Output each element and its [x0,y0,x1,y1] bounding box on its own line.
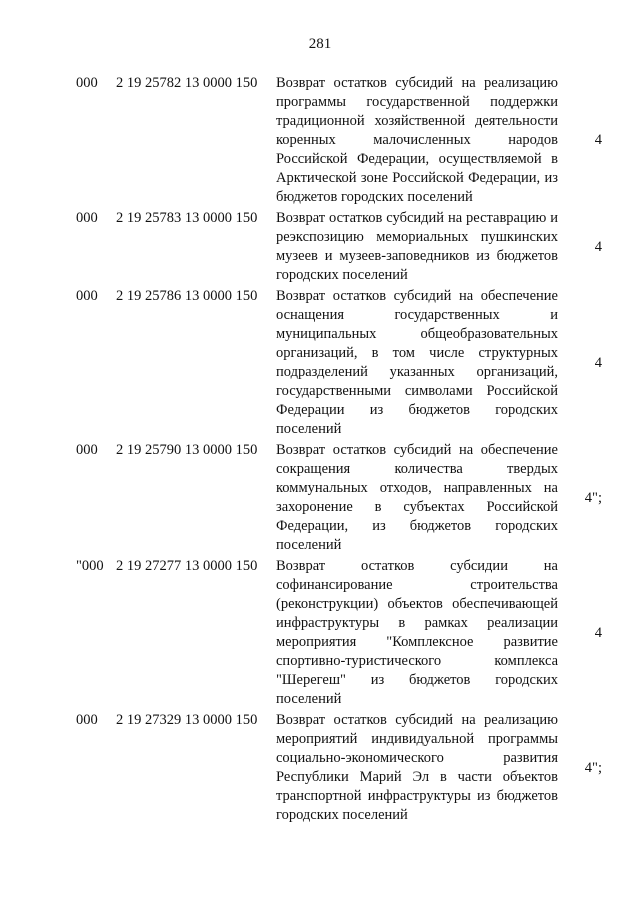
classification-code: 2 19 25790 13 0000 150 [116,442,258,458]
norm-value [558,557,616,709]
norm-value [558,441,616,555]
income-name: Возврат остатков субсидий на обеспечение сокращения количества твердых коммунальных отходов, направленных на захоронение в субъектах Российской Федерации, из бюджетов городских поселений [276,442,558,553]
income-name: Возврат остатков субсидий на реализацию мероприятий индивидуальной программы социально-экономического развития Республики Марий Эл в части объектов транспортной инфраструктуры из бюджетов городских поселений [276,712,558,823]
admin-code: 000 [76,288,98,304]
admin-code: 000 [76,442,98,458]
norm-value-text: 4 [594,354,602,371]
table-row [76,711,616,825]
admin-code: "000 [76,558,104,574]
norm-value-text: 4 [594,238,602,255]
admin-code: 000 [76,210,98,226]
norm-value-text: 4"; [584,489,602,506]
norm-value-text: 4 [594,132,602,148]
budget-code-table [76,74,616,827]
classification-code: 2 19 25786 13 0000 150 [116,288,258,304]
norm-value-text: 4"; [584,759,602,776]
page-number: 281 [308,36,332,52]
admin-code: 000 [76,712,98,728]
income-name: Возврат остатков субсидий на реставрацию и реэкспозицию мемориальных пушкинских музеев и музеев-заповедников из бюджетов городских поселений [276,210,558,283]
table-row [76,557,616,709]
table-row [76,74,616,207]
income-name: Возврат остатков субсидий на реализацию программы государственной поддержки традиционной хозяйственной деятельности коренных малочисленных народов Российской Федерации, осуществляемой в Арктической зоне Российской Федерации, из бюджетов городских поселений [276,75,558,205]
income-name: Возврат остатков субсидий на обеспечение оснащения государственных и муниципальных общеобразовательных организаций, в том числе структурных подразделений указанных организаций, государственными символами Российской Федерации из бюджетов городских поселений [276,288,558,437]
norm-value [558,209,616,285]
table-row [76,441,616,555]
admin-code: 000 [76,75,98,91]
table-row [76,209,616,285]
norm-value [558,711,616,825]
norm-value [558,287,616,439]
classification-code: 2 19 25783 13 0000 150 [116,210,258,226]
income-name: Возврат остатков субсидии на софинансирование строительства (реконструкции) объектов обеспечивающей инфраструктуры в рамках реализации мероприятия "Комплексное развитие спортивно-туристического комплекса "Шерегеш" из бюджетов городских поселений [276,558,558,707]
classification-code: 2 19 25782 13 0000 150 [116,75,258,91]
norm-value-text: 4 [594,624,602,641]
classification-code: 2 19 27329 13 0000 150 [116,712,258,728]
table-row [76,287,616,439]
norm-value [558,74,616,207]
classification-code: 2 19 27277 13 0000 150 [116,558,258,574]
